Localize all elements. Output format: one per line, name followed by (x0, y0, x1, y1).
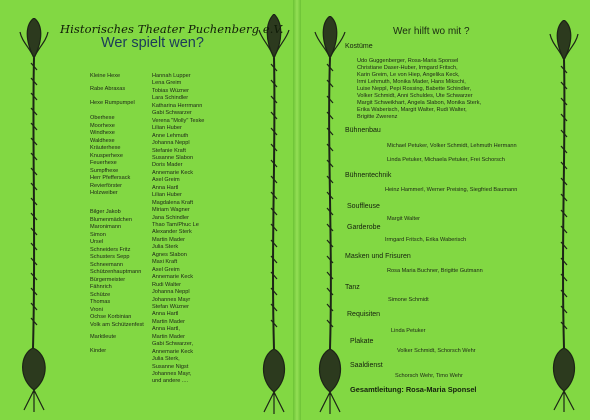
actor-name: und andere .... (152, 378, 189, 385)
actor-name: Verena "Molly" Teske (152, 117, 205, 124)
plant-icon-left-inner (250, 14, 298, 414)
actor-name: Julia Sterk, (152, 356, 180, 363)
section-title: Masken und Frisuren (345, 253, 411, 260)
actor-name: Tobias Wüzner (152, 87, 189, 94)
role-name: Oberhexe (90, 115, 115, 121)
actor-name: Gabi Schwarzer (152, 110, 192, 117)
role-name: Ursel (90, 239, 104, 245)
actor-name: Stefanie Kraft (152, 147, 186, 154)
actor-name: Susanne Nigst (152, 363, 189, 370)
section-line: Linda Petuker, Michaela Petuker, Frei Schorsch (387, 157, 505, 163)
section-line: Luise Neppl, Pepi Rossing, Babette Schindler, (357, 86, 472, 92)
section-title: Bühnenbau (345, 127, 381, 134)
section-line: Karin Greim, Le von Hiep, Angelika Keck, (357, 72, 460, 78)
section-line: Heinz Hammerl, Werner Preising, Siegfried Baumann (385, 187, 518, 193)
role-name: Waldhexe (90, 137, 115, 144)
section-title: Tanz (345, 284, 360, 291)
role-name: Revierförster (90, 182, 123, 189)
troupe-name: Historisches Theater Puchenberg e.V. (60, 22, 284, 36)
role-name: Schützenhauptmann (90, 269, 142, 275)
role-name: Bilger Jakob (90, 209, 121, 215)
actor-name: Johannes Mayr (152, 296, 191, 303)
section-title: Bühnentechnik (345, 172, 392, 179)
actor-name: Julia Sterk (152, 244, 179, 251)
actor-name: Doris Mader (152, 162, 183, 169)
plant-icon-right-outer (540, 20, 588, 412)
plant-icon-left-outer (10, 18, 58, 413)
actor-name: Stefan Wüzner (152, 303, 189, 310)
role-name: Bürgermeister (90, 276, 126, 283)
role-name: Holzweiber (90, 190, 118, 196)
role-name: Ochse Korbinian (90, 314, 132, 320)
role-name: Kinder (90, 348, 107, 354)
cast-heading: Wer spielt wen? (101, 35, 204, 51)
actor-name: Annemarie Keck (152, 348, 194, 355)
actor-name: Johannes Mayr, (152, 371, 192, 377)
actor-name: Hannah Lupper (152, 73, 191, 79)
section-title: Souffleuse (347, 203, 380, 210)
role-name: Windhexe (90, 130, 115, 136)
section-line: Michael Petuker, Volker Schmidt, Lehmuth Hermann (387, 143, 517, 149)
section-line: Rosa Maria Buchner, Brigitte Gutmann (387, 268, 483, 274)
role-name: Fähnrich (90, 284, 112, 290)
role-name: Schneiders Fritz (90, 246, 131, 253)
role-name: Kleine Hexe (90, 73, 121, 79)
role-name: Vroni (90, 306, 103, 313)
actor-name: Susanne Slabon (152, 154, 194, 161)
section-line: Linda Petuker (391, 328, 426, 334)
actor-name: Martin Mader (152, 318, 185, 325)
section-title: Garderobe (347, 224, 381, 231)
role-name: Kräuterhexe (90, 145, 121, 151)
actor-name: Miriam Wagner (152, 207, 190, 214)
role-name: Rabe Abraxas (90, 86, 126, 92)
role-name: Hexe Rumpumpel (90, 100, 135, 106)
section-line: Christiane Daser-Huber, Irmgard Fritsch, (357, 65, 458, 71)
section-title: Plakate (350, 338, 374, 345)
actor-name: Anna Hartl (152, 311, 179, 318)
actor-name: Agnes Slabon (152, 251, 187, 258)
role-name: Maronimann (90, 224, 122, 230)
role-name: Herr Pfeffersack (90, 175, 131, 181)
section-line: Volker Schmidt, Anni Schuldes, Ute Schwarzer (357, 93, 473, 99)
role-name: Blumenmädchen (90, 216, 132, 223)
role-name: Marktleute (90, 334, 117, 340)
actor-name: Annemarie Keck (152, 274, 194, 281)
section-line: Irmgard Fritsch, Erika Waberisch (385, 237, 467, 243)
role-name: Schusters Sepp (90, 254, 130, 260)
actor-name: Katharina Herrmann (152, 102, 203, 109)
actor-name: Anna Hartl, (152, 326, 180, 333)
actor-name: Anna Hartl (152, 184, 179, 191)
section-line: Margit Walter (387, 216, 421, 222)
section-line: Simone Schmidt (388, 297, 429, 303)
section-line: Brigitte Zwerenz (357, 114, 398, 120)
actor-name: Lilian Huber (152, 125, 182, 132)
role-name: Feuerhexe (90, 160, 117, 166)
role-name: Sumpfhexe (90, 167, 119, 174)
helpers-heading: Wer hilft wo mit ? (393, 26, 470, 37)
overall-director: Gesamtleitung: Rosa-Maria Sponsel (350, 385, 477, 394)
actor-name: Maxi Kraft (152, 259, 178, 266)
role-name: Schneemann (90, 261, 123, 268)
actor-name: Thao Tam/Phuc Le (152, 222, 199, 228)
plant-icon-right-inner (306, 16, 354, 414)
actor-name: Annemarie Keck (152, 169, 194, 176)
section-line: Volker Schmidt, Schorsch Wehr (397, 348, 476, 354)
actor-name: Anne Lehmuth (152, 132, 189, 139)
actor-name: Axel Greim (152, 266, 180, 273)
actor-name: Martin Mader (152, 236, 185, 243)
section-title: Saaldienst (350, 362, 383, 369)
actor-name: Rudi Walter (152, 281, 182, 288)
actor-name: Jana Schindler (152, 214, 190, 221)
actor-name: Martin Mader (152, 333, 185, 340)
section-line: Schorsch Wehr, Timo Wehr (395, 373, 463, 379)
role-name: Simon (90, 231, 106, 238)
actor-name: Johanna Neppl (152, 289, 190, 296)
actor-name: Lara Schindler (152, 95, 189, 102)
actor-name: Gabi Schwarzer, (152, 341, 194, 348)
actor-name: Alexander Sterk (152, 229, 192, 236)
section-line: Margit Schweikhart, Angela Slabon, Monika Sterk, (357, 100, 482, 106)
role-name: Thomas (90, 299, 111, 305)
actor-name: Lena Greim (152, 80, 182, 87)
section-line: Erika Waberisch, Margit Walter, Rudi Walter, (357, 107, 467, 113)
section-line: Irmi Lehmuth, Monika Mader, Hans Mikschi, (357, 79, 466, 85)
section-title: Kostüme (345, 43, 373, 50)
role-name: Schütze (90, 291, 111, 298)
actor-name: Magdalena Kraft (152, 199, 194, 206)
actor-name: Lilian Huber (152, 192, 182, 199)
role-name: Volk am Schützenfest (90, 321, 144, 328)
section-title: Requisiten (347, 311, 381, 318)
role-name: Moorhexe (90, 122, 115, 129)
role-name: Knusperhexe (90, 152, 123, 159)
actor-name: Johanna Neppl (152, 140, 190, 147)
actor-name: Axel Greim (152, 177, 180, 184)
section-line: Udo Guggenberger, Rosa-Maria Sponsel (357, 58, 459, 64)
